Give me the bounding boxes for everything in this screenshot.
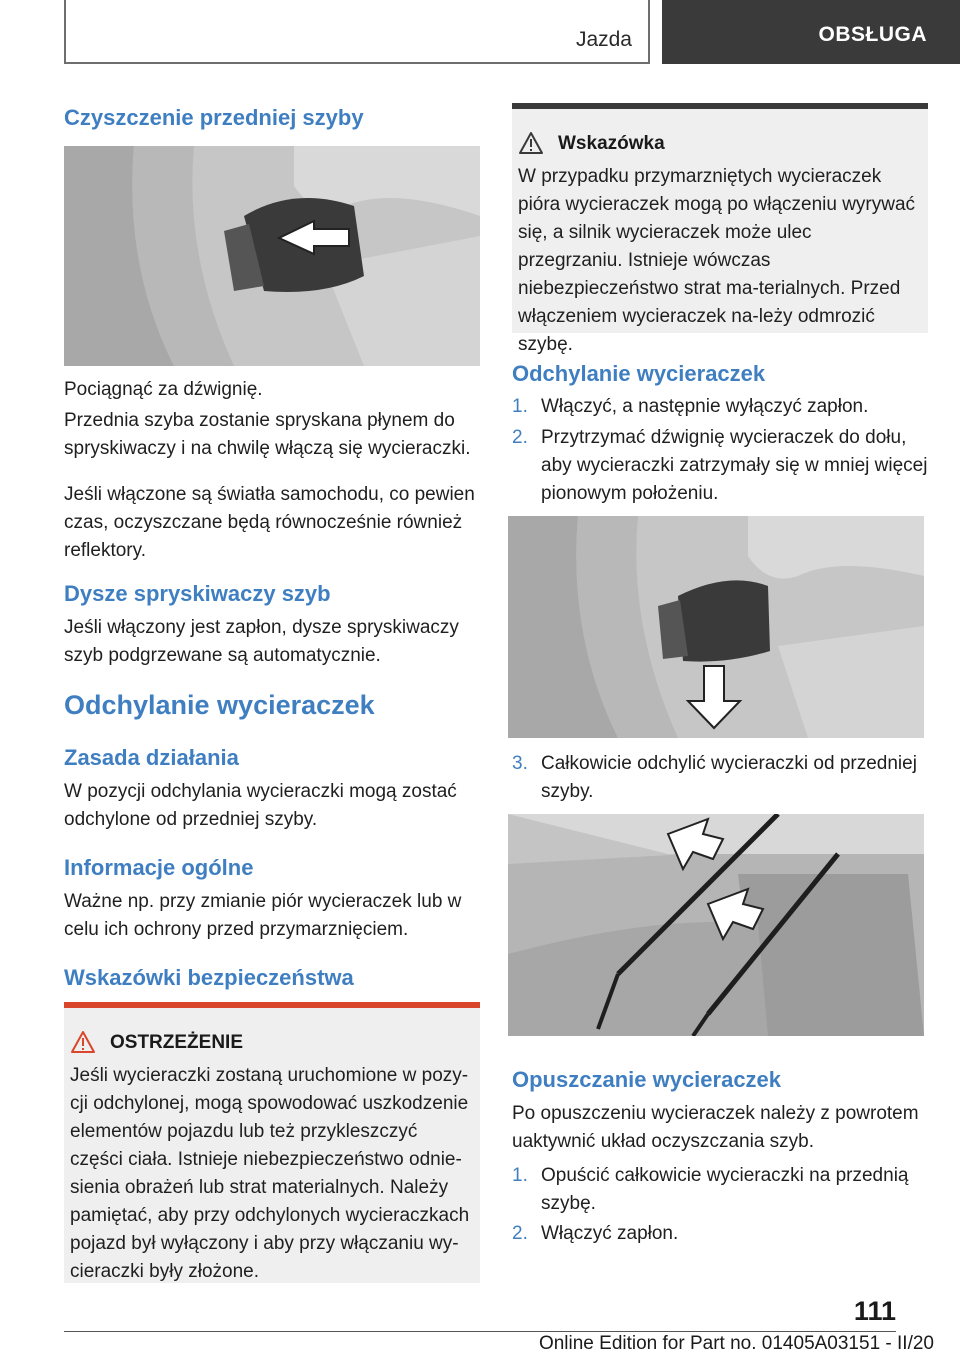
warning-title: OSTRZEŻENIE bbox=[110, 1032, 244, 1053]
step-number: 1. bbox=[512, 396, 528, 417]
photo-wiper-lever-down bbox=[508, 516, 924, 738]
header-section-title: Jazda bbox=[575, 28, 632, 51]
warning-text: Jeśli wycieraczki zostaną uruchomione w pozy-cji odchylonej, mogą spowodować uszkodzenie elementów pojazdu lub też przykleszczyć części ciała. Istnieje niebezpieczeństwo odnie-sienia obrażeń lub strat materialnych. Należy pamiętać, aby przy odchylonych wycieraczkach pojazd był wyłączony i aby przy włączaniu wy-cieraczki były złożone. bbox=[70, 1065, 470, 1282]
warning-box-bar bbox=[64, 1002, 480, 1008]
note-text: W przypadku przymarzniętych wycieraczek pióra wycieraczek mogą po włączeniu wyrywać się, a silnik wycieraczek może ulec przegrzaniu. Istnieje wówczas niebezpieczeństwo strat ma-terialnych. Przed włączeniem wycieraczek na-leży odmrozić szybę. bbox=[518, 166, 916, 355]
warning-box bbox=[64, 1002, 480, 1283]
note-title: Wskazówka bbox=[558, 133, 665, 154]
text-pull-lever: Pociągnąć za dźwignię. bbox=[64, 379, 263, 400]
heading-general-info: Informacje ogólne bbox=[64, 855, 254, 880]
page-number: 111 bbox=[853, 1296, 896, 1326]
text-headlight-cleaning: Jeśli włączone są światła samochodu, co pewien czas, oczyszczane będą równocześnie również reflektory. bbox=[64, 484, 475, 561]
note-box-bar bbox=[512, 103, 928, 109]
step-text: Włączyć, a następnie wyłączyć zapłon. bbox=[541, 396, 869, 417]
step-text: Przytrzymać dźwignię wycieraczek do dołu, aby wycieraczki zatrzymały się w mniej więcej pionowym położeniu. bbox=[541, 427, 928, 504]
note-box bbox=[512, 103, 928, 355]
step-text: Całkowicie odchylić wycieraczki od przedniej szyby. bbox=[541, 753, 917, 802]
step-number: 3. bbox=[512, 753, 528, 774]
step-text: Opuścić całkowicie wycieraczki na przednią szybę. bbox=[541, 1165, 909, 1214]
step-number: 2. bbox=[512, 1223, 528, 1244]
photo-wipers-folded-out bbox=[508, 814, 924, 1036]
footer-divider bbox=[64, 1331, 896, 1332]
step-number: 1. bbox=[512, 1165, 528, 1186]
footer-edition: Online Edition for Part no. 01405A03151 - II/20 bbox=[538, 1333, 934, 1354]
photo-wiper-lever-pull bbox=[64, 146, 480, 366]
heading-principle: Zasada działania bbox=[64, 745, 239, 770]
header-chapter-tab: OBSŁUGA bbox=[662, 0, 960, 64]
warning-triangle-icon bbox=[518, 131, 544, 155]
text-wiper-lowering: Po opuszczeniu wycieraczek należy z powrotem uaktywnić układ oczyszczania szyb. bbox=[512, 1103, 919, 1152]
text-general-info: Ważne np. przy zmianie piór wycieraczek lub w celu ich ochrony przed przymarznięciem. bbox=[64, 891, 462, 940]
heading-washer-nozzles: Dysze spryskiwaczy szyb bbox=[64, 581, 331, 606]
heading-wiper-foldout: Odchylanie wycieraczek bbox=[64, 690, 375, 720]
heading-wiper-foldout-steps: Odchylanie wycieraczek bbox=[512, 361, 766, 386]
text-principle: W pozycji odchylania wycieraczki mogą zostać odchylone od przedniej szyby. bbox=[64, 781, 457, 830]
step-text: Włączyć zapłon. bbox=[541, 1223, 679, 1244]
heading-wiper-lowering: Opuszczanie wycieraczek bbox=[512, 1067, 782, 1092]
warning-triangle-icon bbox=[70, 1030, 96, 1054]
step-number: 2. bbox=[512, 427, 528, 448]
heading-windshield-cleaning: Czyszczenie przedniej szyby bbox=[64, 105, 364, 130]
text-washer-nozzles: Jeśli włączony jest zapłon, dysze spryskiwaczy szyb podgrzewane są automatycznie. bbox=[64, 617, 459, 666]
text-washer-spray: Przednia szyba zostanie spryskana płynem do spryskiwaczy i na chwilę włączą się wycieraczki. bbox=[64, 410, 471, 459]
heading-safety-notes: Wskazówki bezpieczeństwa bbox=[64, 965, 354, 990]
header-frame bbox=[64, 0, 650, 64]
